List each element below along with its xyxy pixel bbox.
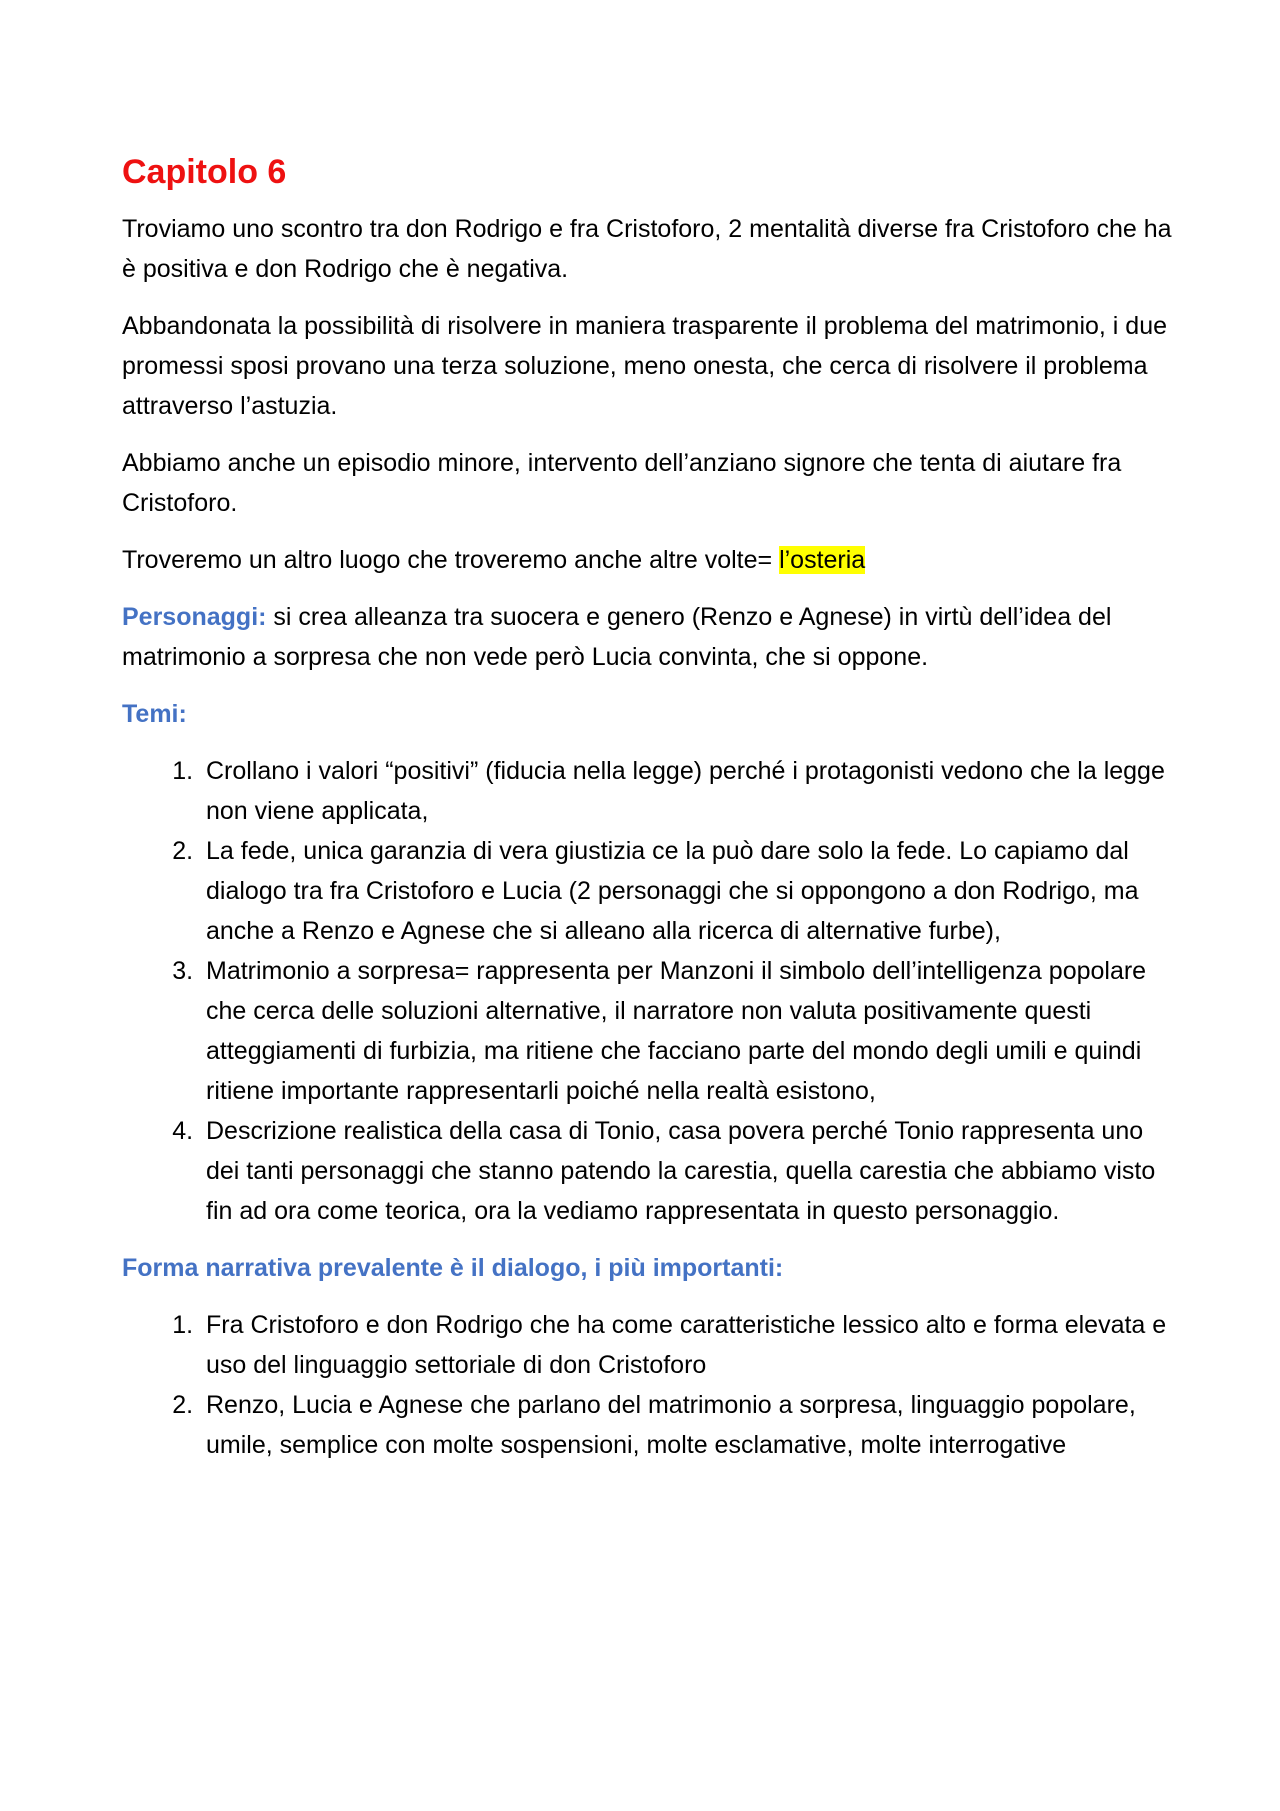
paragraph-intro: Troviamo uno scontro tra don Rodrigo e fra Cristoforo, 2 mentalità diverse fra Cristoforo che ha è positiva e don Rodrigo che è negativa.	[122, 214, 1172, 283]
list-item: 4. Descrizione realistica della casa di Tonio, casa povera perché Tonio rappresenta uno dei tanti personaggi che stanno patendo la carestia, quella carestia che abbiamo visto fin ad ora come teorica, ora la vediamo rappresentata in questo personaggio.	[200, 1111, 1172, 1231]
place-text: Troveremo un altro luogo che troveremo anche altre volte=	[122, 545, 780, 574]
list-item: 1. Crollano i valori “positivi” (fiducia nella legge) perché i protagonisti vedono che la legge non viene applicata,	[200, 751, 1172, 831]
paragraph-solution: Abbandonata la possibilità di risolvere in maniera trasparente il problema del matrimonio, i due promessi sposi provano una terza soluzione, meno onesta, che cerca di risolvere il problema attraverso l’astuzia.	[122, 311, 1168, 420]
list-item: 3. Matrimonio a sorpresa= rappresenta per Manzoni il simbolo dell’intelligenza popolare che cerca delle soluzioni alternative, il narratore non valuta positivamente questi atteggiamenti di furbizia, ma ritiene che facciano parte del mondo degli umili e quindi ritiene importante rappresentarli poiché nella realtà esistono,	[200, 951, 1172, 1111]
list-item: 2. La fede, unica garanzia di vera giustizia ce la può dare solo la fede. Lo capiamo dal dialogo tra fra Cristoforo e Lucia (2 personaggi che si oppongono a don Rodrigo, ma anche a Renzo e Agnese che si alleano alla ricerca di alternative furbe),	[200, 831, 1172, 951]
paragraph-personaggi	[122, 597, 1172, 677]
forma-heading: Forma narrativa prevalente è il dialogo, i più importanti:	[122, 1253, 784, 1282]
personaggi-label: Personaggi:	[122, 602, 267, 631]
document-page	[122, 152, 1172, 1482]
paragraph-place	[122, 540, 1172, 580]
temi-list	[122, 751, 1172, 1231]
temi-heading: Temi:	[122, 699, 187, 728]
list-item: 2. Renzo, Lucia e Agnese che parlano del matrimonio a sorpresa, linguaggio popolare, umile, semplice con molte sospensioni, molte esclamative, molte interrogative	[200, 1385, 1172, 1465]
personaggi-text: si crea alleanza tra suocera e genero (Renzo e Agnese) in virtù dell’idea del matrimonio a sorpresa che non vede però Lucia convinta, che si oppone.	[122, 602, 1112, 671]
list-item: 1. Fra Cristoforo e don Rodrigo che ha come caratteristiche lessico alto e forma elevata e uso del linguaggio settoriale di don Cristoforo	[200, 1305, 1172, 1385]
forma-list	[122, 1305, 1172, 1465]
highlighted-place: l’osteria	[779, 545, 866, 574]
chapter-title: Capitolo 6	[122, 153, 287, 191]
paragraph-episode: Abbiamo anche un episodio minore, intervento dell’anziano signore che tenta di aiutare fra Cristoforo.	[122, 448, 1122, 517]
